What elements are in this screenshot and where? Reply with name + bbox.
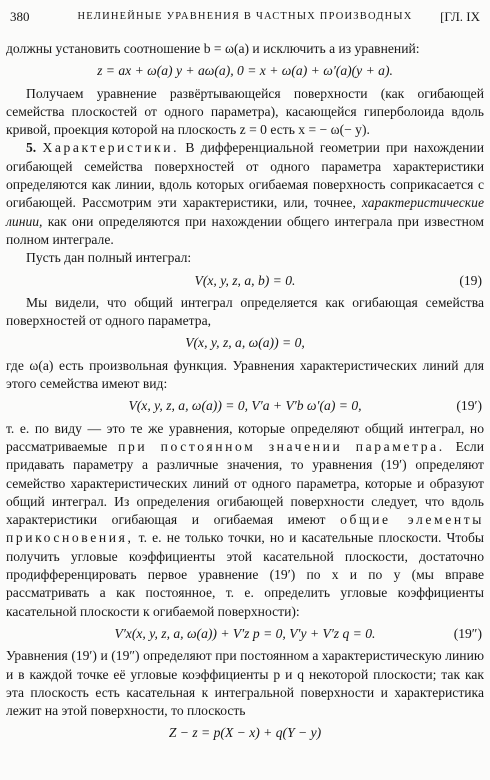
page-body [6,40,484,747]
equation-envelope-family [6,334,484,352]
chapter-label: [ГЛ. IX [440,9,480,24]
text-c: т. е. не только точки, но и касательные плоскости. Чтобы получить угловые коэффициенты этой касательной плоскости, достаточно продифференцировать первое уравнение (19′) по x и по y (мы вправе рассматривать a как постоянное, т. е. определить угловые коэффициенты касательной плоскости к огибаемой поверхности): [6,530,484,619]
equation-number: (19″) [453,625,482,641]
paragraph-tangent-plane: Уравнения (19′) и (19″) определяют при постоянном a характеристическую линию и в каждой точке её угловые коэффициенты p и q некоторой плоскости; так как эта плоскость есть касательная к интегральной поверхности и характеристика лежит на этой поверхности, то плоскость [6,648,484,719]
section-term-italic: характеристические линии, [6,195,484,229]
equation-text: Z − z = p(X − x) + q(Y − y) [168,725,322,741]
spaced-emphasis-2: общие элементы прикосновения, [6,512,485,546]
equation-text: V(x, y, z, a, ω(a)) = 0, V′a + V′b ω′(a) = 0, [128,398,362,414]
paragraph-arbitrary-function: где ω(a) есть произвольная функция. Уравнения характеристических линий для этого семейства имеют вид: [6,357,484,392]
equation-tangent-plane [6,724,484,742]
equation-developable [6,62,484,80]
paragraph-characteristic-lines [6,420,484,621]
section-text-a: В дифференциальной геометрии при нахождении огибающей семейства поверхностей от одного параметра характеристики определяются как линии, вдоль которых огибаемая поверхность соприкасается с огибающей. Рассмотрим эти характеристики, или, точнее, [6,140,484,211]
equation-19-prime [6,397,484,415]
equation-text: V(x, y, z, a, ω(a)) = 0, [185,335,305,351]
equation-number: (19) [459,272,482,288]
running-title: НЕЛИНЕЙНЫЕ УРАВНЕНИЯ В ЧАСТНЫХ ПРОИЗВОДНЫХ [77,11,413,22]
paragraph-general-integral: Мы видели, что общий интеграл определяется как огибающая семейства поверхностей от одного параметра, [6,294,484,329]
section-text-b: как они определяются при нахождении общего интеграла при известном полном интеграле. [6,213,484,247]
page-number: 380 [10,9,30,24]
section-heading: Характеристики. [42,140,180,156]
spaced-emphasis-1: при постоянном значении параметра. [118,438,445,454]
section-characteristics [6,139,484,249]
equation-text: V(x, y, z, a, b) = 0. [194,272,296,288]
equation-text: z = ax + ω(a) y + aω(a), 0 = x + ω(a) + ω′(a)(y + a). [97,63,393,79]
section-number: 5. [26,140,37,156]
equation-number: (19′) [456,398,482,414]
paragraph-developable-surface: Получаем уравнение развёртывающейся поверхности (как огибающей семейства плоскостей от одного параметра), касающейся гиперболоида вдоль кривой, проекция которой на плоскость z = 0 есть x = − ω(− y). [6,85,484,138]
paragraph-complete-integral: Пусть дан полный интеграл: [26,250,192,266]
equation-19-double-prime [6,625,484,643]
equation-text: V′x(x, y, z, a, ω(a)) + V′z p = 0, V′y + V′z q = 0. [114,625,376,641]
text-b: Если придавать параметру a различные значения, то уравнения (19′) определяют семейство характеристических линий от одного параметра, которые и образуют общий интеграл. Из определения огибающей поверхности следует, что вдоль характеристики огибающая и огибаемая имеют [6,438,484,528]
text-a: т. е. по виду — это те же уравнения, которые определяют общий интеграл, но рассматриваемые [6,420,484,454]
paragraph-intro: должны установить соотношение b = ω(a) и исключить a из уравнений: [6,41,420,56]
running-header [10,8,480,26]
equation-19 [6,272,484,290]
